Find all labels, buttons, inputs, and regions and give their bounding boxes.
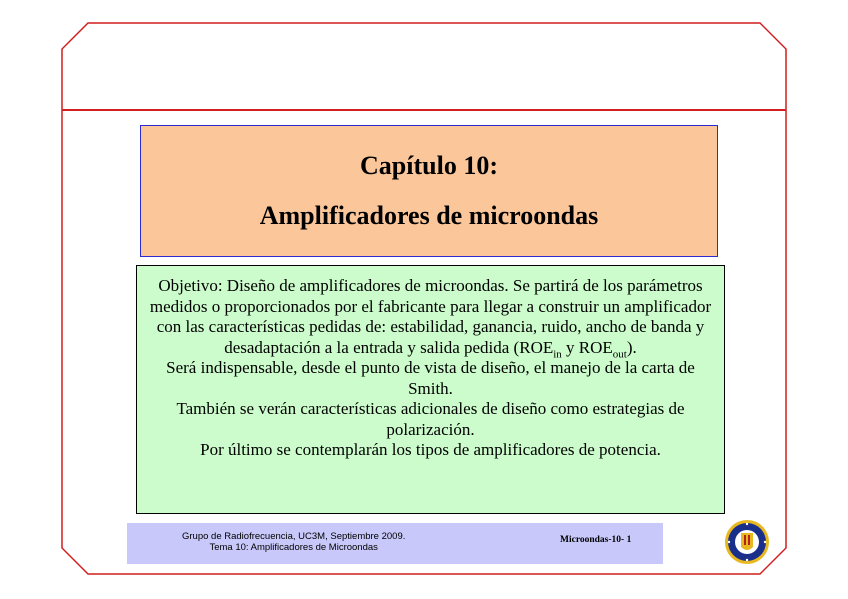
roe-join: y xyxy=(561,337,579,357)
objective-end: ). xyxy=(626,337,637,357)
objective-text: Objetivo: Diseño de amplificadores de microondas. Se partirá de los parámetros medidos o proporcionados por el fabricante para llegar a construir un amplificador con las características pedidas de: estabilidad, ganancia, ruido, ancho de banda y desadaptación a la entrada y salida pedida ( xyxy=(149,276,712,357)
roe-out-label: ROE xyxy=(578,337,613,357)
footer-credits xyxy=(182,531,405,553)
bias-paragraph: También se verán características adicionales de diseño como estrategias de polarización. xyxy=(176,399,685,439)
footer-bar xyxy=(127,523,663,564)
objective-paragraph xyxy=(149,276,712,358)
page-number: Microondas-10- 1 xyxy=(560,535,632,545)
power-amplifiers-paragraph: Por último se contemplarán los tipos de amplificadores de potencia. xyxy=(200,440,661,459)
roe-out-subscript: out xyxy=(612,347,627,360)
smith-chart-paragraph: Será indispensable, desde el punto de vista de diseño, el manejo de la carta de Smith. xyxy=(166,358,695,398)
slide-title-chapter: Capítulo 10: xyxy=(360,151,498,180)
slide-title: Amplificadores de microondas xyxy=(259,201,599,230)
university-seal-icon xyxy=(724,519,770,565)
title-box xyxy=(140,125,718,257)
roe-in-label: ROE xyxy=(519,337,554,357)
objective-box xyxy=(136,265,725,514)
footer-group: Grupo de Radiofrecuencia, UC3M, Septiembre 2009. xyxy=(182,531,406,542)
footer-topic: Tema 10: Amplificadores de Microondas xyxy=(209,542,378,553)
roe-in-subscript: in xyxy=(553,347,562,360)
